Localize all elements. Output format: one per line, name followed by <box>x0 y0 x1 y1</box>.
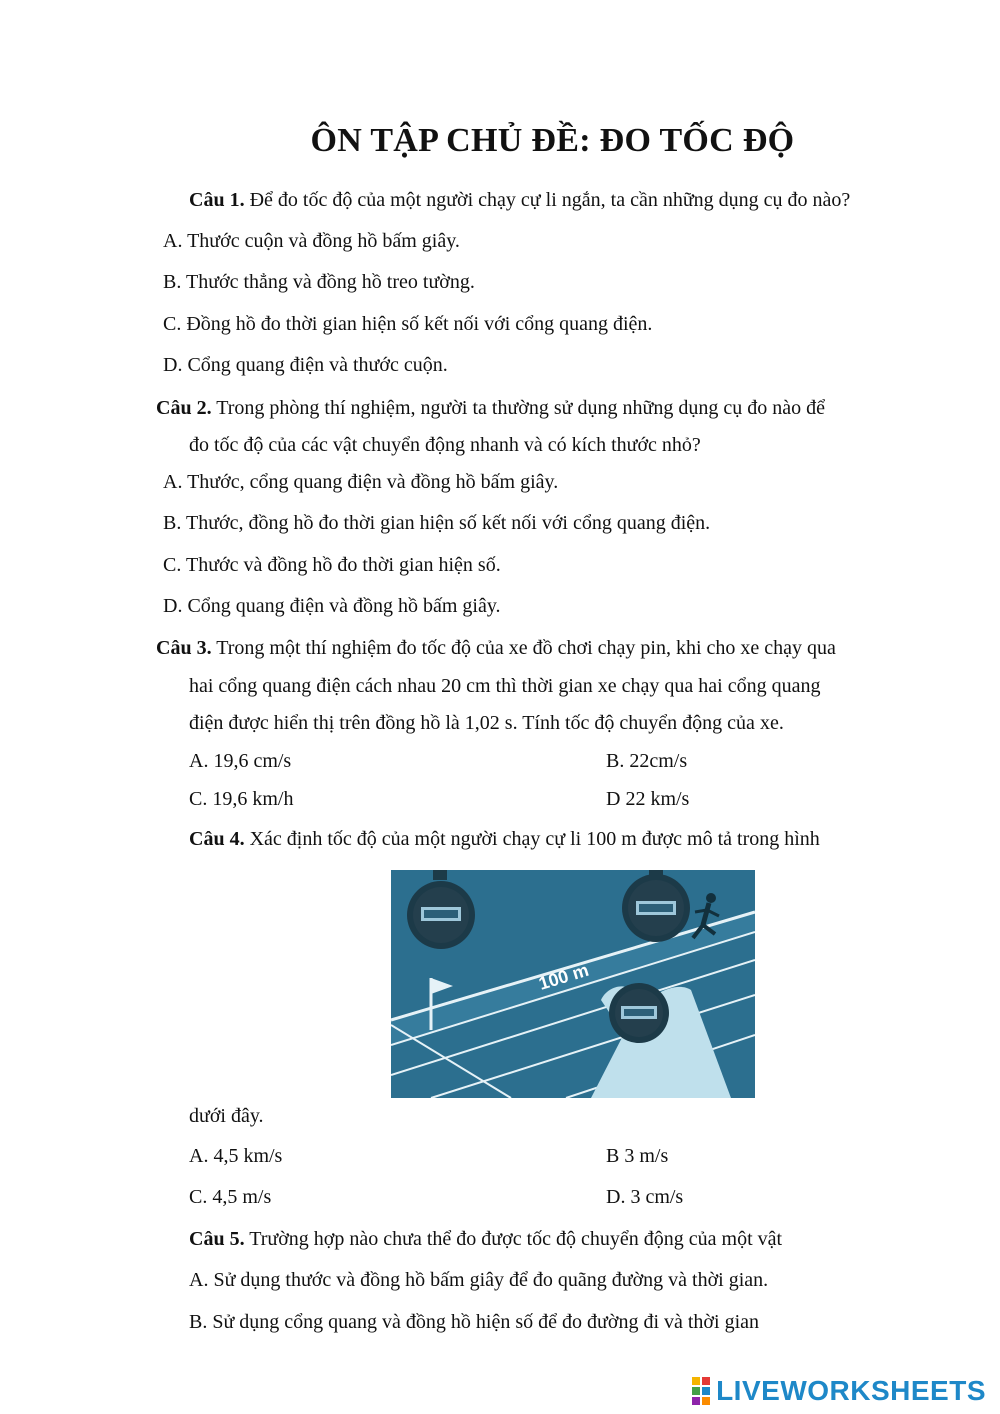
question-4-option-d: D. 3 cm/s <box>606 1186 684 1208</box>
question-1-option-c: C. Đồng hồ đo thời gian hiện số kết nối với cổng quang điện. <box>163 313 653 335</box>
stopwatch-race-figure <box>391 870 755 1098</box>
question-3-option-d: D 22 km/s <box>606 788 690 810</box>
question-2-option-b: B. Thước, đồng hồ đo thời gian hiện số kết nối với cổng quang điện. <box>163 512 711 534</box>
question-1 <box>189 188 850 212</box>
question-4-option-c: C. 4,5 m/s <box>189 1186 272 1208</box>
liveworksheets-logo-icon <box>692 1377 712 1405</box>
question-2-label: Câu 2. <box>156 397 212 419</box>
liveworksheets-wordmark: LIVEWORKSHEETS <box>716 1375 986 1406</box>
question-2-text-line1: Trong phòng thí nghiệm, người ta thường sử dụng những dụng cụ đo nào để <box>211 397 825 419</box>
question-3-text-line3: điện được hiển thị trên đồng hồ là 1,02 s. Tính tốc độ chuyển động của xe. <box>189 712 784 734</box>
question-4-text: Xác định tốc độ của một người chạy cự li 100 m được mô tả trong hình <box>244 828 820 850</box>
question-1-label: Câu 1. <box>189 189 245 211</box>
question-2-option-c: C. Thước và đồng hồ đo thời gian hiện số. <box>163 554 501 576</box>
question-4-option-b: B 3 m/s <box>606 1145 669 1167</box>
figure-distance-label: 100 m <box>536 959 591 994</box>
question-2-option-a: A. Thước, cổng quang điện và đồng hồ bấm giây. <box>163 471 559 493</box>
question-1-option-d: D. Cổng quang điện và thước cuộn. <box>163 354 448 376</box>
question-5-label: Câu 5. <box>189 1228 245 1250</box>
liveworksheets-brand <box>692 1376 986 1406</box>
question-1-option-a: A. Thước cuộn và đồng hồ bấm giây. <box>163 230 460 252</box>
question-5-option-a: A. Sử dụng thước và đồng hồ bấm giây để đo quãng đường và thời gian. <box>189 1269 769 1291</box>
question-3-option-a: A. 19,6 cm/s <box>189 750 292 772</box>
question-4 <box>189 827 820 851</box>
question-5-option-b: B. Sử dụng cổng quang và đồng hồ hiện số để đo đường đi và thời gian <box>189 1311 759 1333</box>
question-5-text: Trường hợp nào chưa thể đo được tốc độ chuyển động của một vật <box>244 1228 783 1250</box>
question-2-text-line2: đo tốc độ của các vật chuyển động nhanh và có kích thước nhỏ? <box>189 434 701 456</box>
question-2-option-d: D. Cổng quang điện và đồng hồ bấm giây. <box>163 595 501 617</box>
question-4-label: Câu 4. <box>189 828 245 850</box>
question-3-text-line1: Trong một thí nghiệm đo tốc độ của xe đồ chơi chạy pin, khi cho xe chạy qua <box>211 637 836 659</box>
question-1-option-b: B. Thước thẳng và đồng hồ treo tường. <box>163 271 475 293</box>
question-3-label: Câu 3. <box>156 637 212 659</box>
question-3-option-b: B. 22cm/s <box>606 750 688 772</box>
question-3 <box>156 636 836 660</box>
question-4-text-after: dưới đây. <box>189 1105 264 1127</box>
question-5 <box>189 1227 782 1251</box>
question-2 <box>156 396 825 420</box>
question-1-text: Để đo tốc độ của một người chạy cự li ngắn, ta cần những dụng cụ đo nào? <box>244 189 851 211</box>
question-3-option-c: C. 19,6 km/h <box>189 788 294 810</box>
question-3-text-line2: hai cổng quang điện cách nhau 20 cm thì thời gian xe chạy qua hai cổng quang <box>189 675 821 697</box>
question-4-option-a: A. 4,5 km/s <box>189 1145 283 1167</box>
page-title: ÔN TẬP CHỦ ĐỀ: ĐO TỐC ĐỘ <box>310 122 795 159</box>
